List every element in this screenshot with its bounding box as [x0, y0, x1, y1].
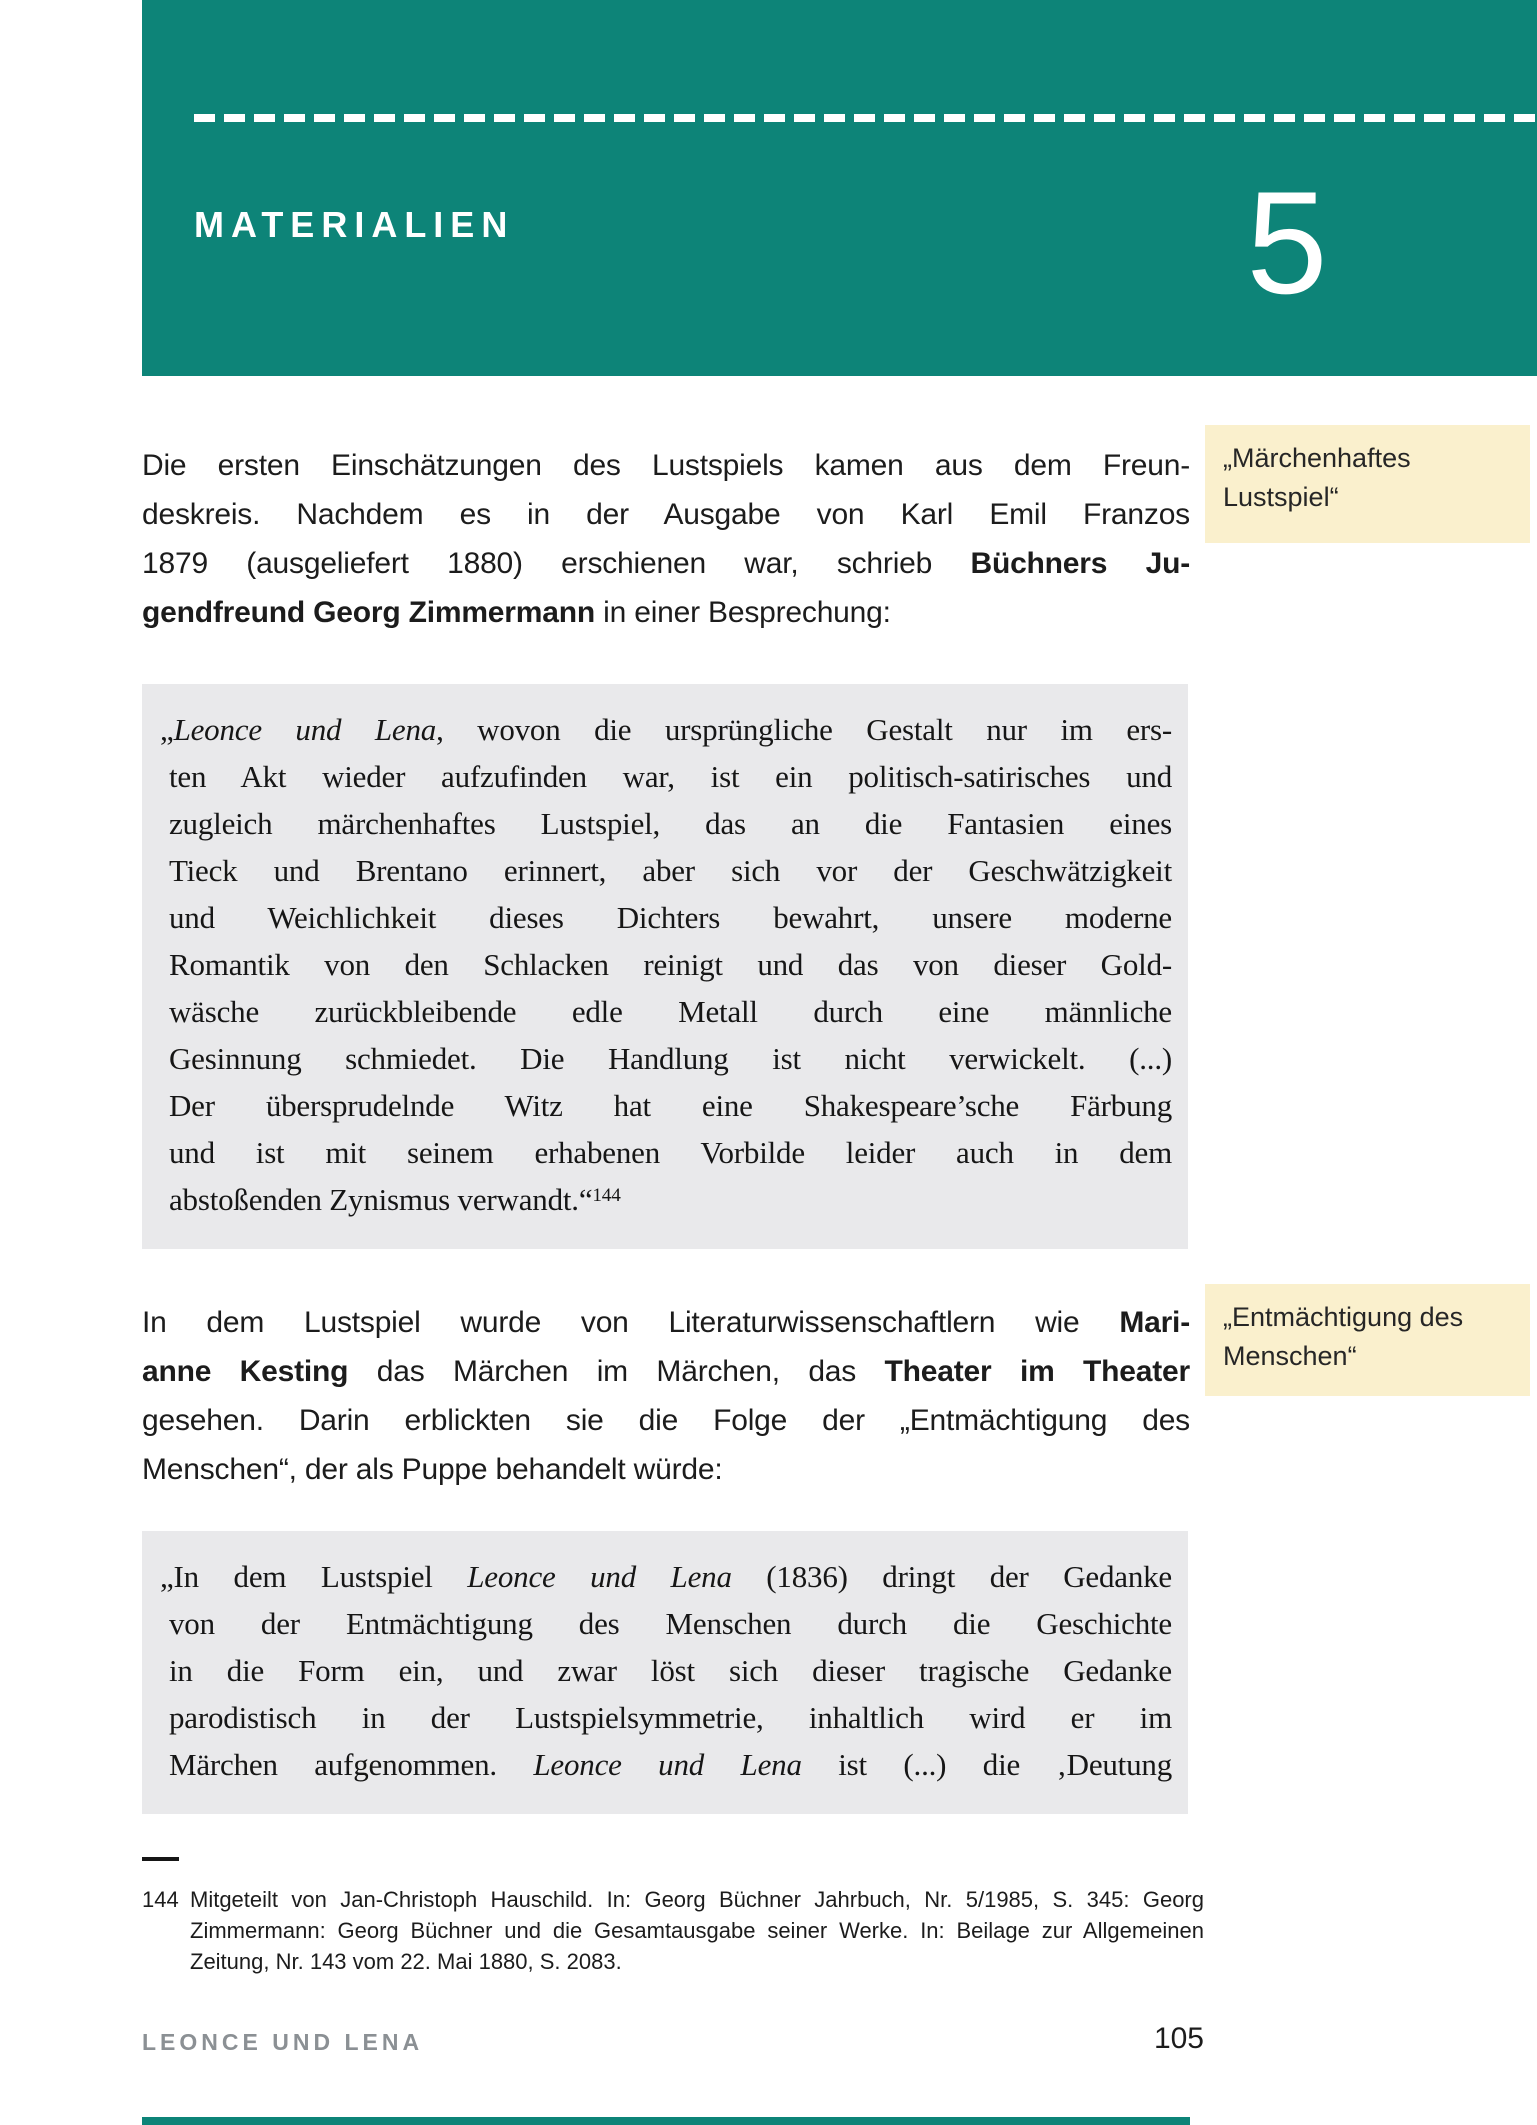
footnote-text	[190, 1884, 1204, 1977]
text-line: Märchen aufgenommen. Leonce und Lena ist (...) die ‚Deutung	[169, 1747, 1172, 1782]
footnote-separator	[142, 1857, 179, 1861]
bottom-accent-bar	[142, 2117, 1190, 2125]
text-line: ten Akt wieder aufzufinden war, ist ein politisch-satirisches und	[169, 759, 1172, 794]
text-line: gendfreund Georg Zimmermann in einer Besprechung:	[142, 596, 891, 629]
text-line: „In dem Lustspiel Leonce und Lena (1836) dringt der Gedanke	[160, 1559, 1172, 1594]
text-line: in die Form ein, und zwar löst sich dieser tragische Gedanke	[169, 1653, 1172, 1688]
text-line: In dem Lustspiel wurde von Literaturwissenschaftlern wie Mari-	[142, 1306, 1190, 1339]
chapter-banner	[142, 0, 1537, 376]
text-line: Mitgeteilt von Jan-Christoph Hauschild. In: Georg Büchner Jahrbuch, Nr. 5/1985, S. 345: Georg	[190, 1887, 1204, 1912]
text-line: von der Entmächtigung des Menschen durch die Geschichte	[169, 1606, 1172, 1641]
running-title: LEONCE UND LENA	[142, 2029, 424, 2055]
text-line: Gesinnung schmiedet. Die Handlung ist nicht verwickelt. (...)	[169, 1041, 1172, 1076]
text-line: und Weichlichkeit dieses Dichters bewahrt, unsere moderne	[169, 900, 1172, 935]
quote-kesting	[142, 1531, 1188, 1814]
chapter-number: 5	[1246, 161, 1328, 324]
text-line: Menschen“, der als Puppe behandelt würde:	[142, 1453, 723, 1486]
text-line: parodistisch in der Lustspielsymmetrie, inhaltlich wird er im	[169, 1700, 1172, 1735]
text-line: Zeitung, Nr. 143 vom 22. Mai 1880, S. 2083.	[190, 1949, 622, 1974]
chapter-title: MATERIALIEN	[194, 204, 515, 245]
margin-note-entmaechtigung: „Entmächtigung des Menschen“	[1205, 1284, 1530, 1396]
text-line: Die ersten Einschätzungen des Lustspiels kamen aus dem Freun-	[142, 449, 1190, 482]
margin-note-maerchenhaftes-lustspiel: „Märchenhaftes Lustspiel“	[1205, 425, 1530, 543]
text-line: Der übersprudelnde Witz hat eine Shakespeare’sche Färbung	[169, 1088, 1172, 1123]
page-number: 105	[1153, 2022, 1204, 2055]
text-line: „Leonce und Lena, wovon die ursprüngliche Gestalt nur im ers-	[160, 712, 1172, 747]
text-line: Tieck und Brentano erinnert, aber sich vor der Geschwätzigkeit	[169, 853, 1172, 888]
footnote-144	[142, 1884, 1204, 1977]
text-line: Romantik von den Schlacken reinigt und das von dieser Gold-	[169, 947, 1172, 982]
dashed-divider	[194, 114, 1537, 122]
text-line: 1879 (ausgeliefert 1880) erschienen war, schrieb Büchners Ju-	[142, 547, 1190, 580]
text-line: und ist mit seinem erhabenen Vorbilde leider auch in dem	[169, 1135, 1172, 1170]
text-line: deskreis. Nachdem es in der Ausgabe von Karl Emil Franzos	[142, 498, 1190, 531]
intro-paragraph	[142, 441, 1190, 637]
footnote-number: 144	[142, 1887, 179, 1912]
text-line: gesehen. Darin erblickten sie die Folge der „Entmächtigung des	[142, 1404, 1190, 1437]
text-line: anne Kesting das Märchen im Märchen, das Theater im Theater	[142, 1355, 1190, 1388]
text-line: abstoßenden Zynismus verwandt.“$^{144}$	[169, 1182, 621, 1217]
text-line: zugleich märchenhaftes Lustspiel, das an die Fantasien eines	[169, 806, 1172, 841]
quote-zimmermann	[142, 684, 1188, 1249]
kesting-paragraph	[142, 1298, 1190, 1494]
text-line: Zimmermann: Georg Büchner und die Gesamtausgabe seiner Werke. In: Beilage zur Allgemeinen	[190, 1918, 1204, 1943]
text-line: wäsche zurückbleibende edle Metall durch eine männliche	[169, 994, 1172, 1029]
